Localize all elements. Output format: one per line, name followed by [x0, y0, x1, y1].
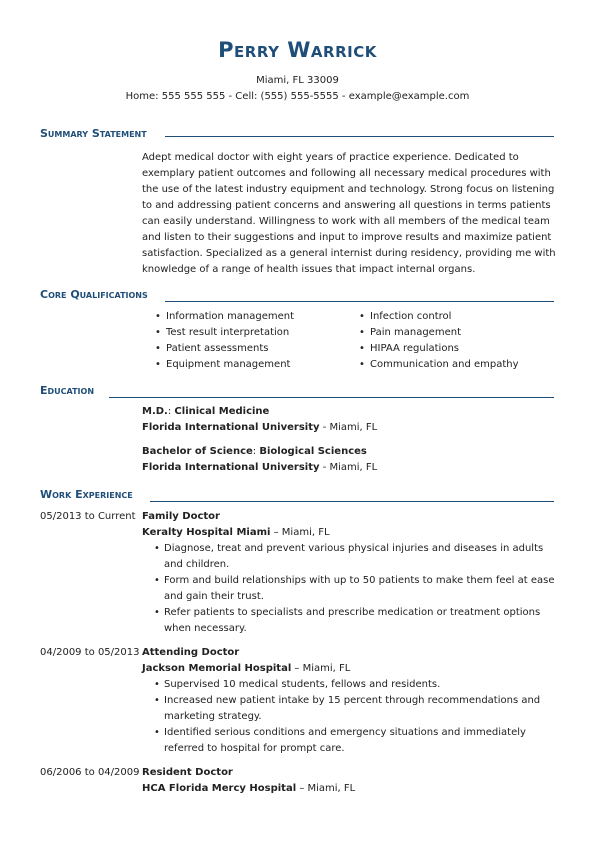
- job-dates: 06/2006 to 04/2009: [40, 767, 140, 778]
- job-bullet: • Identified serious conditions and emergency situations and immediately referred to hospital for prompt care.: [142, 725, 557, 757]
- degree-separator: :: [252, 446, 260, 457]
- degree-field: Biological Sciences: [259, 446, 367, 457]
- qualification-item: • Pain management: [359, 325, 519, 341]
- school-name: Florida International University: [142, 422, 320, 433]
- qualifications-rule: [165, 301, 554, 302]
- qualifications-heading: Core Qualifications: [40, 288, 148, 301]
- school-location: - Miami, FL: [319, 422, 378, 433]
- employer-location: – Miami, FL: [296, 783, 356, 794]
- job-bullets: [142, 541, 557, 637]
- qualification-item: • Test result interpretation: [155, 325, 294, 341]
- job-title: Family Doctor: [142, 511, 220, 522]
- degree-line: [142, 404, 377, 420]
- job-entry: [142, 509, 557, 637]
- degree: Bachelor of Science: [142, 446, 253, 457]
- qualification-item: • Communication and empathy: [359, 357, 519, 373]
- education-entry: [142, 444, 377, 476]
- job-title: Attending Doctor: [142, 647, 240, 658]
- qualification-item: • HIPAA regulations: [359, 341, 519, 357]
- qualification-item: • Patient assessments: [155, 341, 294, 357]
- education-rule: [109, 397, 554, 398]
- qualifications-left-list: [155, 309, 294, 373]
- contact-line: Home: 555 555 555 - Cell: (555) 555-5555 - example@example.com: [125, 91, 470, 102]
- employer: Jackson Memorial Hospital: [142, 663, 292, 674]
- experience-rule: [150, 501, 554, 502]
- qualification-item: • Information management: [155, 309, 294, 325]
- degree: M.D.: [142, 406, 168, 417]
- employer-line: [142, 661, 557, 677]
- job-entry: [142, 645, 557, 757]
- employer-line: [142, 781, 557, 797]
- candidate-name: Perry Warrick: [218, 38, 377, 62]
- education-entry: [142, 404, 377, 436]
- qualification-item: • Equipment management: [155, 357, 294, 373]
- qualifications-right-list: [359, 309, 519, 373]
- job-title: Resident Doctor: [142, 767, 233, 778]
- address: Miami, FL 33009: [256, 75, 339, 86]
- job-bullets: [142, 677, 557, 757]
- education-heading: Education: [40, 384, 95, 397]
- school-line: [142, 420, 377, 436]
- degree-line: [142, 444, 377, 460]
- job-dates: 05/2013 to Current: [40, 511, 136, 522]
- degree-field: Clinical Medicine: [174, 406, 270, 417]
- job-bullet: • Increased new patient intake by 15 percent through recommendations and marketing strategy.: [142, 693, 557, 725]
- school-location: - Miami, FL: [319, 462, 378, 473]
- employer-location: – Miami, FL: [270, 527, 330, 538]
- experience-heading: Work Experience: [40, 488, 133, 501]
- school-line: [142, 460, 377, 476]
- qualification-item: • Infection control: [359, 309, 519, 325]
- employer: HCA Florida Mercy Hospital: [142, 783, 297, 794]
- job-entry: [142, 765, 557, 797]
- job-bullet: • Refer patients to specialists and prescribe medication or treatment options when necessary.: [142, 605, 557, 637]
- summary-heading: Summary Statement: [40, 127, 147, 140]
- summary-text: Adept medical doctor with eight years of practice experience. Dedicated to exemplary patient outcomes and following all necessary medical procedures with the use of the latest industry equipment and technology. Strong focus on listening to and addressing patient concerns and answering all questions in terms patients can easily understand. Willingness to work with all members of the medical team and listen to their suggestions and input to improve results and maximize patient satisfaction. Specialized as a general internist during residency, providing me with knowledge of a range of health issues that impact internal organs.: [142, 152, 556, 275]
- school-name: Florida International University: [142, 462, 320, 473]
- employer-line: [142, 525, 557, 541]
- job-bullet: • Diagnose, treat and prevent various physical injuries and diseases in adults and children.: [142, 541, 557, 573]
- job-bullet: • Supervised 10 medical students, fellows and residents.: [142, 677, 557, 693]
- summary-rule: [165, 136, 554, 137]
- job-dates: 04/2009 to 05/2013: [40, 647, 140, 658]
- employer: Keralty Hospital Miami: [142, 527, 271, 538]
- degree-separator: :: [167, 406, 175, 417]
- job-bullet: • Form and build relationships with up to 50 patients to make them feel at ease and gain their trust.: [142, 573, 557, 605]
- employer-location: – Miami, FL: [291, 663, 351, 674]
